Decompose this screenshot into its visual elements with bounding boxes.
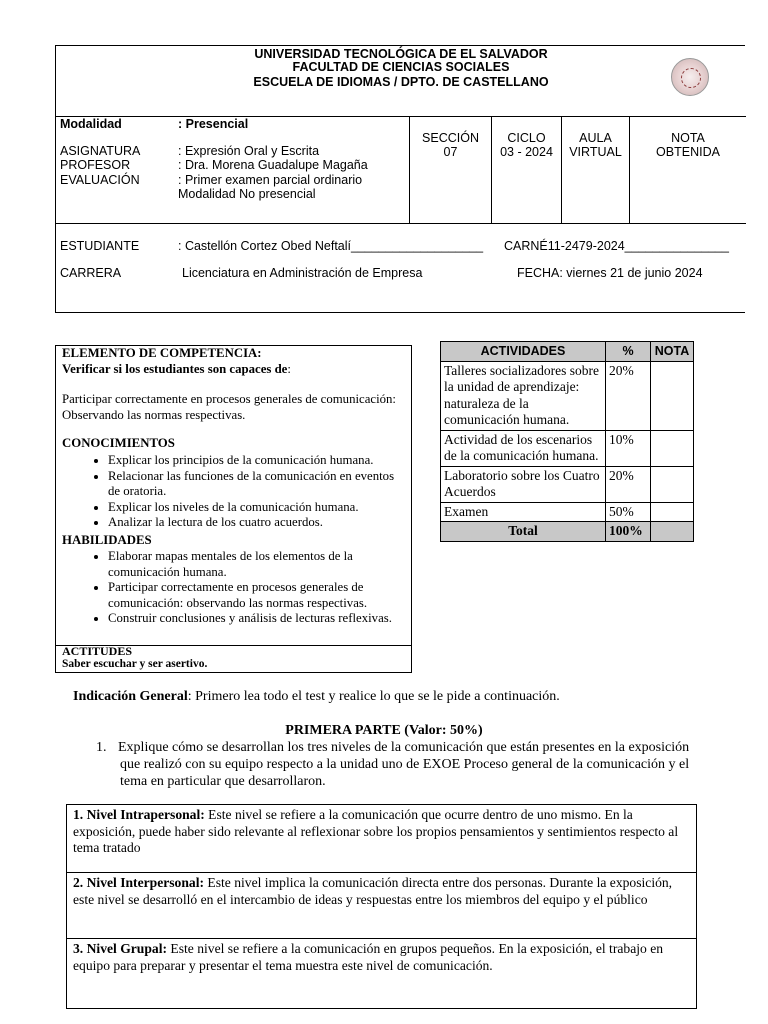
actitudes-title: ACTITUDES	[62, 644, 133, 658]
table-row	[441, 466, 694, 502]
school-name: ESCUELA DE IDIOMAS / DPTO. DE CASTELLANO	[253, 75, 549, 89]
habilidades-list	[56, 549, 396, 627]
university-name: UNIVERSIDAD TECNOLÓGICA DE EL SALVADOR	[254, 47, 548, 61]
list-item: • Explicar los niveles de la comunicación humana.	[108, 500, 396, 516]
table-header-row	[441, 342, 694, 362]
actitudes-text: Saber escuchar y ser asertivo.	[62, 658, 208, 670]
activity-name: Actividad de los escenarios de la comunicación humana.	[441, 430, 606, 466]
divider	[67, 872, 696, 873]
list-item: • Construir conclusiones y análisis de lecturas reflexivas.	[108, 611, 396, 627]
activity-pct: 10%	[606, 430, 651, 466]
answer-grupal	[67, 941, 696, 974]
activity-pct: 20%	[606, 466, 651, 502]
competency-box	[55, 345, 412, 673]
activities-header: ACTIVIDADES	[441, 342, 606, 362]
nota-label: NOTA	[671, 131, 705, 145]
competency-intro: Participar correctamente en procesos generales de comunicación: Observando las normas respectivas.	[62, 392, 396, 422]
divider	[56, 116, 746, 117]
pct-header: %	[606, 342, 651, 362]
answer-label: 3. Nivel Grupal:	[73, 941, 168, 956]
competency-subtitle-colon: :	[287, 361, 291, 376]
exam-header	[55, 45, 745, 313]
total-label: Total	[441, 522, 606, 542]
list-item: • Participar correctamente en procesos generales de comunicación: observando las normas respectivas.	[108, 580, 396, 611]
general-instruction-text: : Primero lea todo el test y realice lo que se le pide a continuación.	[187, 689, 560, 704]
seccion-label: SECCIÓN	[422, 131, 479, 145]
answers-box	[66, 804, 697, 1009]
modalidad-value: : Presencial	[178, 117, 249, 131]
asignatura-label: ASIGNATURA	[60, 144, 141, 158]
list-item: • Elaborar mapas mentales de los elementos de la comunicación humana.	[108, 549, 396, 580]
evaluacion-modalidad: Modalidad No presencial	[178, 187, 316, 201]
divider	[67, 938, 696, 939]
aula-label: AULA	[579, 131, 612, 145]
answer-text: Este nivel se refiere a la comunicación en grupos pequeños. En la exposición, el trabajo en equipo para preparar y presentar el tema muestra este nivel de comunicación.	[73, 941, 664, 973]
question-number: 1.	[96, 740, 107, 755]
seccion-value: 07	[443, 145, 458, 159]
ciclo-label: CICLO	[507, 131, 546, 145]
activity-pct: 50%	[606, 502, 651, 522]
fecha-value: FECHA: viernes 21 de junio 2024	[517, 266, 703, 280]
activity-nota	[651, 466, 694, 502]
part-title: PRIMERA PARTE (Valor: 50%)	[285, 723, 483, 738]
competency-subtitle: Verificar si los estudiantes son capaces de	[62, 361, 288, 376]
evaluacion-label: EVALUACIÓN	[60, 173, 140, 187]
activity-name: Examen	[441, 502, 606, 522]
general-instruction	[73, 688, 560, 705]
total-nota	[651, 522, 694, 542]
list-item: • Relacionar las funciones de la comunicación en eventos de oratoria.	[108, 469, 396, 500]
university-seal-logo	[671, 58, 709, 96]
nota-value: OBTENIDA	[656, 145, 720, 159]
answer-interpersonal	[67, 875, 696, 908]
answer-label: 2. Nivel Interpersonal:	[73, 875, 205, 890]
estudiante-value: : Castellón Cortez Obed Neftalí___________________	[178, 239, 484, 253]
activity-nota	[651, 361, 694, 430]
table-total-row	[441, 522, 694, 542]
carrera-value: Licenciatura en Administración de Empresa	[182, 266, 423, 280]
faculty-name: FACULTAD DE CIENCIAS SOCIALES	[292, 60, 510, 74]
list-item: • Explicar los principios de la comunicación humana.	[108, 453, 396, 469]
carrera-label: CARRERA	[60, 266, 122, 280]
activity-name: Talleres socializadores sobre la unidad de aprendizaje: naturaleza de la comunicación humana.	[441, 361, 606, 430]
profesor-value: : Dra. Morena Guadalupe Magaña	[178, 158, 368, 172]
competency-title: ELEMENTO DE COMPETENCIA:	[62, 346, 262, 360]
habilidades-title: HABILIDADES	[62, 533, 152, 547]
activity-pct: 20%	[606, 361, 651, 430]
profesor-label: PROFESOR	[60, 158, 131, 172]
divider	[56, 223, 746, 224]
aula-value: VIRTUAL	[569, 145, 622, 159]
table-row	[441, 430, 694, 466]
nota-header: NOTA	[651, 342, 694, 362]
question-text: Explique cómo se desarrollan los tres niveles de la comunicación que están presentes en la exposición que realizó con su equipo respecto a la unidad uno de EXOE Proceso general de la comunicación y el tema en particular que desarrollaron.	[118, 740, 690, 789]
table-row	[441, 502, 694, 522]
activities-table	[440, 341, 694, 542]
estudiante-label: ESTUDIANTE	[60, 239, 140, 253]
answer-text: Este nivel se refiere a la comunicación que ocurre dentro de uno mismo. En la exposición, puede haber sido relevante al reflexionar sobre los propios pensamientos y sentimientos respecto al tema tratado	[73, 807, 679, 856]
table-row	[441, 361, 694, 430]
total-pct: 100%	[606, 522, 651, 542]
conocimientos-title: CONOCIMIENTOS	[62, 436, 175, 450]
ciclo-value: 03 - 2024	[500, 145, 553, 159]
answer-text: Este nivel implica la comunicación directa entre dos personas. Durante la exposición, este nivel se desarrolló en el intercambio de ideas y respuestas entre los miembros del equipo y el público	[73, 875, 673, 907]
asignatura-value: : Expresión Oral y Escrita	[178, 144, 320, 158]
list-item: • Analizar la lectura de los cuatro acuerdos.	[108, 515, 396, 531]
conocimientos-list	[56, 453, 396, 531]
answer-intrapersonal	[67, 807, 696, 857]
general-instruction-label: Indicación General	[73, 689, 188, 704]
answer-label: 1. Nivel Intrapersonal:	[73, 807, 205, 822]
activity-nota	[651, 430, 694, 466]
evaluacion-value: : Primer examen parcial ordinario	[178, 173, 363, 187]
activity-name: Laboratorio sobre los Cuatro Acuerdos	[441, 466, 606, 502]
carne-value: CARNÉ11-2479-2024_______________	[504, 239, 729, 253]
activity-nota	[651, 502, 694, 522]
modalidad-label: Modalidad	[60, 117, 122, 131]
